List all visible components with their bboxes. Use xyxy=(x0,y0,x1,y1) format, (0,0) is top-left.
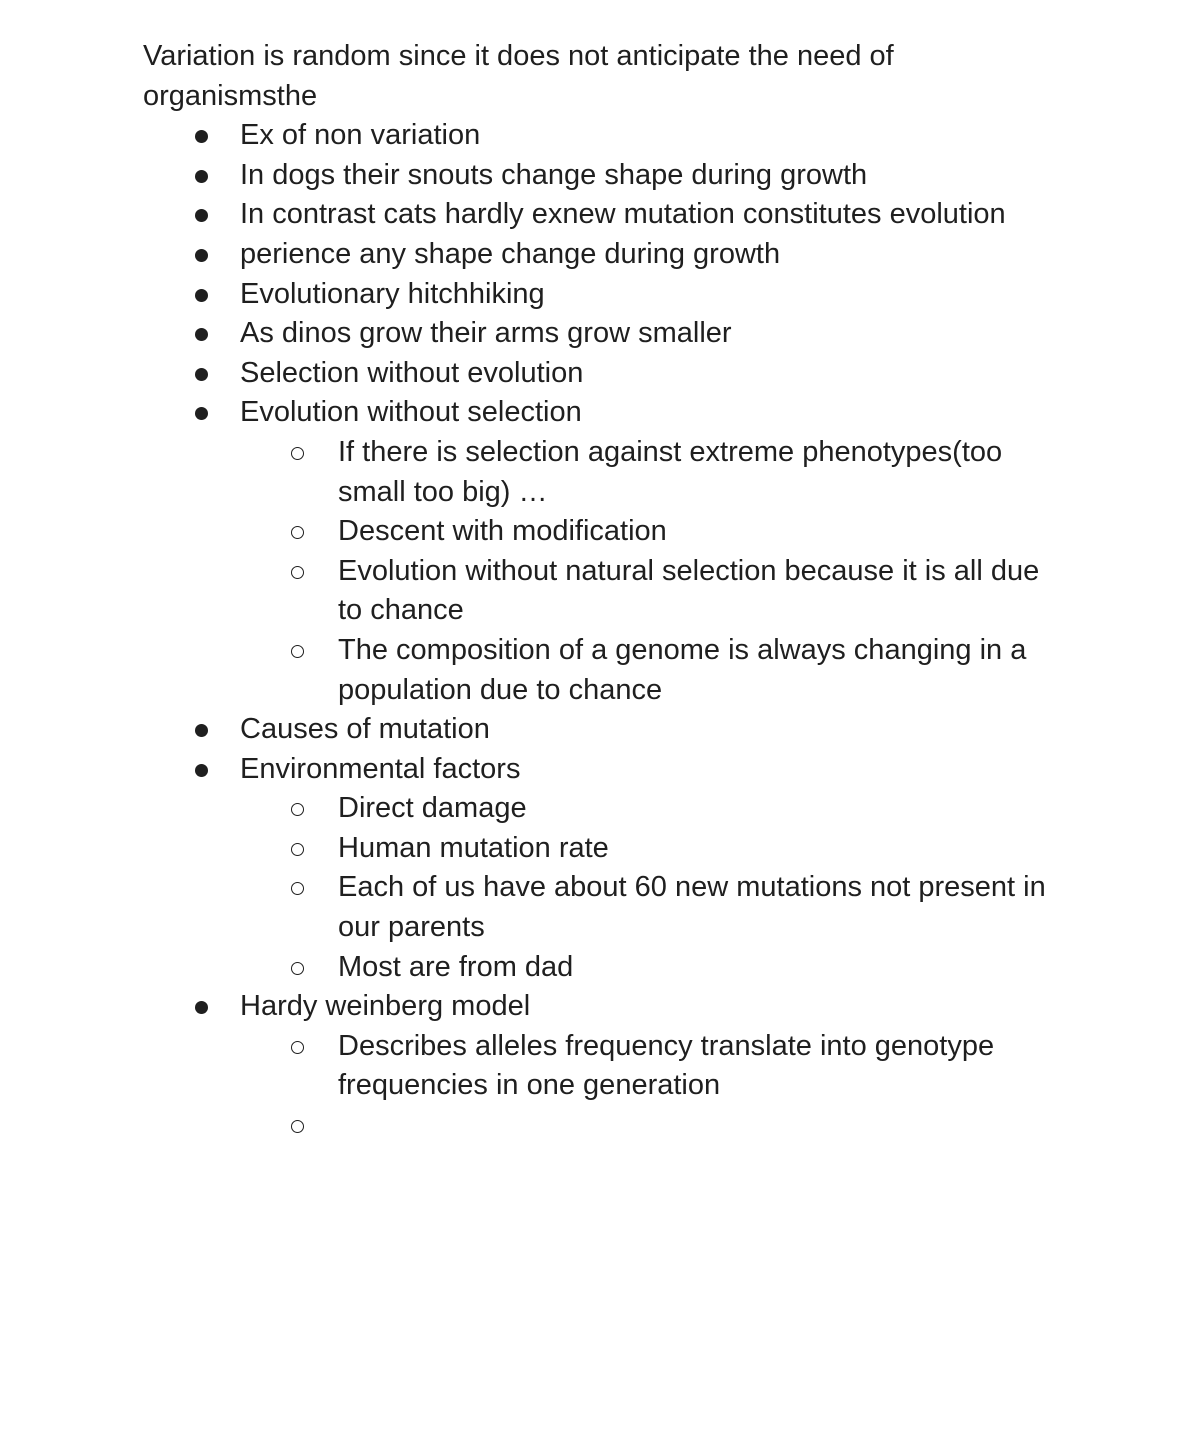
sub-list-item-empty[interactable] xyxy=(338,1106,1063,1146)
list-item xyxy=(240,156,1063,196)
sub-list-item-text: Describes alleles frequency translate into genotype frequencies in one generation xyxy=(338,1029,995,1102)
list-item-text: Ex of non variation xyxy=(240,119,481,152)
sub-list-item xyxy=(338,1027,1063,1106)
list-item-text: Environmental factors xyxy=(240,752,521,785)
sub-list-item xyxy=(338,868,1063,947)
list-item-text: As dinos grow their arms grow smaller xyxy=(240,317,732,350)
sub-list-item xyxy=(338,948,1063,988)
sub-list-item-text: The composition of a genome is always changing in a population due to chance xyxy=(338,633,1027,706)
bullet-circle-icon xyxy=(291,882,304,895)
list-item xyxy=(240,393,1063,710)
sub-list-item-text: Human mutation rate xyxy=(338,831,609,864)
sub-list-item xyxy=(338,789,1063,829)
bullet-circle-icon xyxy=(291,566,304,579)
list-item xyxy=(240,710,1063,750)
list-item-text: In contrast cats hardly exnew mutation constitutes evolution xyxy=(240,198,1006,231)
bullet-circle-icon xyxy=(291,645,304,658)
bullet-disc-icon xyxy=(195,407,208,420)
sub-list xyxy=(240,1027,1063,1146)
bullet-disc-icon xyxy=(195,368,208,381)
sub-list-item xyxy=(338,829,1063,869)
bullet-circle-icon xyxy=(291,447,304,460)
sub-list-item xyxy=(338,552,1063,631)
empty-list-item-text[interactable] xyxy=(338,1106,1063,1146)
list-item-text: Selection without evolution xyxy=(240,356,584,389)
bullet-disc-icon xyxy=(195,130,208,143)
intro-paragraph: Variation is random since it does not anticipate the need of organismsthe xyxy=(143,40,894,112)
document-body xyxy=(143,37,1063,1146)
sub-list-item-text: Evolution without natural selection because it is all due to chance xyxy=(338,554,1040,627)
bullet-list xyxy=(143,116,1063,1145)
sub-list-item xyxy=(338,433,1063,512)
bullet-disc-icon xyxy=(195,724,208,737)
bullet-disc-icon xyxy=(195,170,208,183)
list-item xyxy=(240,235,1063,275)
bullet-disc-icon xyxy=(195,328,208,341)
list-item-text: In dogs their snouts change shape during growth xyxy=(240,158,868,191)
bullet-circle-icon xyxy=(291,526,304,539)
sub-list-item-text: Most are from dad xyxy=(338,950,574,983)
bullet-disc-icon xyxy=(195,289,208,302)
list-item xyxy=(240,314,1063,354)
sub-list-item-text: Direct damage xyxy=(338,792,527,825)
list-item xyxy=(240,750,1063,988)
list-item xyxy=(240,354,1063,394)
sub-list-item-text: Descent with modification xyxy=(338,515,667,548)
list-item-text: Evolution without selection xyxy=(240,396,582,429)
bullet-circle-icon xyxy=(291,962,304,975)
sub-list-item-text: If there is selection against extreme phenotypes(too small too big) … xyxy=(338,435,1003,508)
list-item-text: Causes of mutation xyxy=(240,713,490,746)
bullet-circle-icon xyxy=(291,843,304,856)
bullet-circle-icon xyxy=(291,803,304,816)
sub-list xyxy=(240,433,1063,710)
bullet-disc-icon xyxy=(195,249,208,262)
list-item xyxy=(240,195,1063,235)
list-item-text: Hardy weinberg model xyxy=(240,990,531,1023)
sub-list-item xyxy=(338,631,1063,710)
sub-list-item xyxy=(338,512,1063,552)
bullet-disc-icon xyxy=(195,764,208,777)
list-item xyxy=(240,116,1063,156)
bullet-circle-icon xyxy=(291,1041,304,1054)
bullet-circle-icon xyxy=(291,1120,304,1133)
list-item-text: perience any shape change during growth xyxy=(240,237,781,270)
bullet-disc-icon xyxy=(195,209,208,222)
list-item xyxy=(240,987,1063,1145)
list-item-text: Evolutionary hitchhiking xyxy=(240,277,545,310)
sub-list-item-text: Each of us have about 60 new mutations not present in our parents xyxy=(338,871,1046,944)
list-item xyxy=(240,275,1063,315)
sub-list xyxy=(240,789,1063,987)
bullet-disc-icon xyxy=(195,1001,208,1014)
